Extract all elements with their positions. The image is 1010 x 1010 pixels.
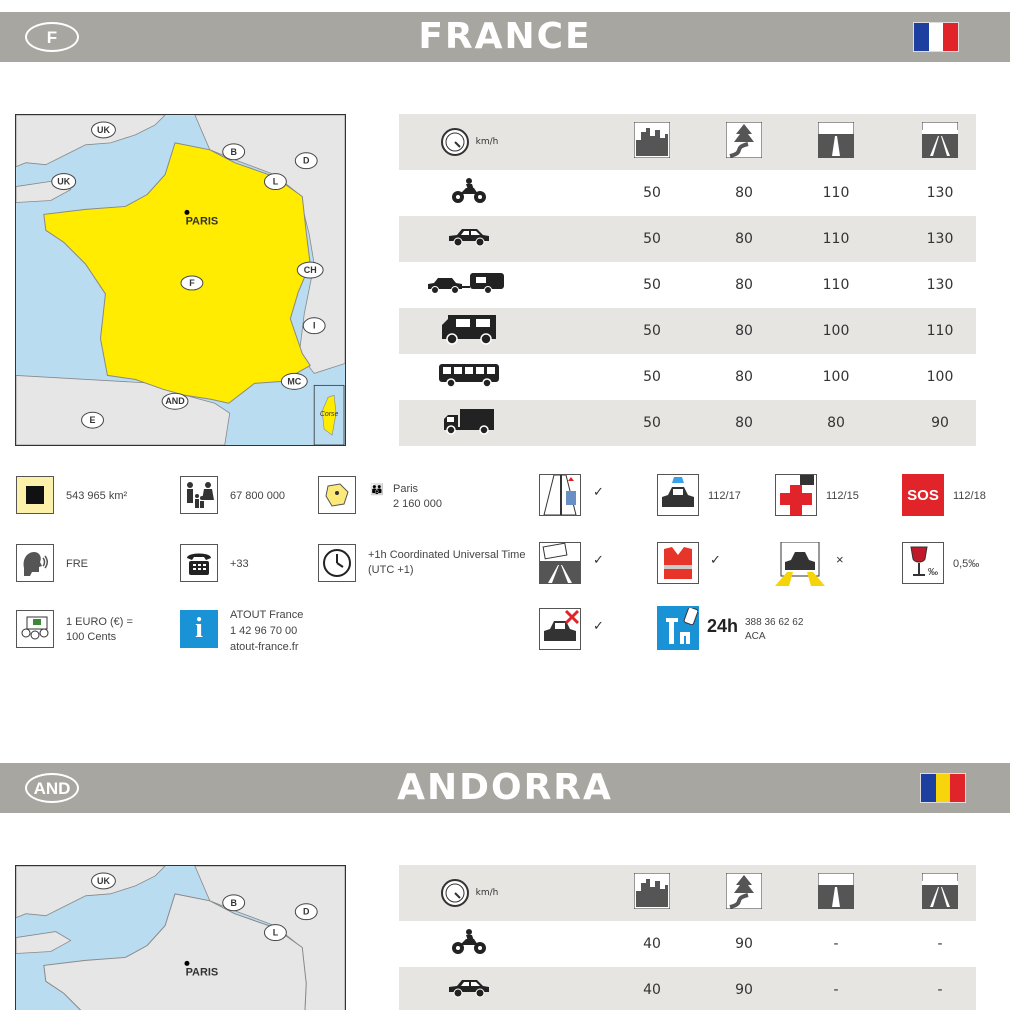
breakdown-organization: ACA [745,631,766,642]
speed-value: 90 [735,936,753,952]
population-text: 67 800 000 [230,490,286,502]
ambulance-number: 112/15 [826,490,859,502]
map-label-e: E [89,415,96,426]
france-speed-table [399,114,976,446]
info-icon: i [180,610,218,648]
vignette-icon [539,542,581,584]
speed-row-truck [399,400,976,446]
check-mark: ✓ [593,484,604,499]
map-label-uk: UK [57,176,71,187]
car-icon [429,978,509,1002]
speed-value: 130 [926,185,954,201]
andorra-speed-table [399,865,976,1010]
speed-value: 90 [735,982,753,998]
bus-icon [429,362,509,392]
cross-mark: × [836,552,844,567]
headlights-icon [775,542,825,586]
speed-value: 50 [643,277,661,293]
speed-value: - [937,936,943,952]
map-label-uk: UK [97,124,110,135]
country-header-france [0,12,1010,62]
language-icon [16,544,54,582]
country-road-icon [714,873,774,913]
speed-value: 80 [735,185,753,201]
motorway-icon [910,122,970,162]
speed-value: 130 [926,231,954,247]
speed-row-camper [399,308,976,354]
sos-number: 112/18 [953,490,986,502]
speed-value: 110 [822,185,850,201]
tourist-office-phone: 1 42 96 70 00 [230,625,298,637]
phone-code: +33 [230,558,249,570]
car-icon [429,227,509,251]
breakdown-service-icon [657,606,699,650]
police-icon [657,474,699,516]
clock-icon [318,544,356,582]
country-code-badge: AND [25,773,79,803]
sos-label: SOS [907,486,939,504]
check-mark: ✓ [593,552,604,567]
france-flag-icon [913,22,959,52]
speed-unit-label: km/h [475,137,499,147]
andorra-map [15,865,346,1010]
speedometer-icon [429,878,509,908]
speed-row-car [399,967,976,1010]
speedometer-icon [429,127,509,157]
country-title: ANDORRA [397,767,613,808]
expressway-icon [806,122,866,162]
timezone-text: +1h Coordinated Universal Time [368,549,526,561]
alcohol-limit: 0,5‰ [953,558,980,570]
speed-row-bus [399,354,976,400]
speed-value: 80 [735,277,753,293]
language-text: FRE [66,558,88,570]
speed-value: 100 [926,369,954,385]
tourist-office-name: ATOUT France [230,609,304,621]
speed-value: 50 [643,231,661,247]
country-road-icon [714,122,774,162]
speed-row-motorcycle [399,170,976,216]
radar-detector-icon [539,608,581,650]
city-road-icon [622,122,682,162]
speed-value: 80 [735,369,753,385]
speed-value: 80 [827,415,845,431]
map-label-b: B [230,897,237,908]
camper-icon [429,313,509,349]
map-label-paris: PARIS [185,215,219,228]
map-label-paris: PARIS [185,966,219,979]
country-header-andorra [0,763,1010,813]
speed-header-row [399,865,976,921]
map-label-ch: CH [303,265,317,276]
sos-icon [902,474,944,516]
map-label-uk: UK [97,875,110,886]
speed-unit-label: km/h [475,888,499,898]
area-text: 543 965 km² [66,490,128,502]
speed-value: 40 [643,982,661,998]
alcohol-icon [902,542,944,584]
speed-value: 80 [735,231,753,247]
expressway-icon [806,873,866,913]
country-title: FRANCE [418,16,592,57]
speed-row-car [399,216,976,262]
population-icon [180,476,218,514]
speed-value: 50 [643,369,661,385]
timezone-utc: (UTC +1) [368,564,414,576]
speed-value: 50 [643,323,661,339]
france-facts [0,470,1010,670]
map-label-l: L [272,176,279,187]
speed-value: 40 [643,936,661,952]
ambulance-icon [775,474,817,516]
map-label-l: L [272,927,279,938]
france-map [15,114,346,446]
andorra-flag-icon [920,773,966,803]
speed-value: 80 [735,323,753,339]
tourist-office-website: atout-france.fr [230,641,299,653]
map-label-corse: Corse [319,411,339,419]
check-mark: ✓ [710,552,721,567]
speed-value: - [833,936,839,952]
motorcycle-icon [429,929,509,959]
currency-icon [16,610,54,648]
capital-icon [318,476,356,514]
map-label-d: D [303,155,310,166]
currency-rate: 1 EURO (€) = [66,616,133,628]
country-code-badge: F [25,22,79,52]
motorway-icon [910,873,970,913]
speed-row-motorcycle [399,921,976,967]
speed-value: - [937,982,943,998]
speed-value: 110 [822,231,850,247]
truck-icon [429,407,509,439]
city-road-icon [622,873,682,913]
map-label-mc: MC [287,376,302,387]
svg-text:‰: ‰ [928,567,938,578]
speed-value: 100 [822,369,850,385]
speed-value: 100 [822,323,850,339]
speed-row-car-trailer [399,262,976,308]
speed-value: 80 [735,415,753,431]
map-label-d: D [303,906,310,917]
map-label-and: AND [165,396,185,407]
capital-population: 2 160 000 [393,498,442,510]
capital-people-icon: 👪 [370,484,384,496]
check-mark: ✓ [593,618,604,633]
speed-value: 90 [931,415,949,431]
speed-value: - [833,982,839,998]
breakdown-phone: 388 36 62 62 [745,617,804,628]
breakdown-24h-label: 24h [707,616,739,636]
police-number: 112/17 [708,490,741,502]
phone-icon [180,544,218,582]
safety-vest-icon [657,542,699,584]
area-icon [16,476,54,514]
map-label-f: F [189,277,195,288]
speed-value: 110 [926,323,954,339]
map-label-i: I [312,320,316,331]
car-trailer-icon [421,271,511,299]
speed-value: 50 [643,415,661,431]
speed-value: 130 [926,277,954,293]
map-label-b: B [230,146,237,157]
currency-cents: 100 Cents [66,631,117,643]
speed-value: 110 [822,277,850,293]
overtaking-rule-icon [539,474,581,516]
capital-name: Paris [393,483,419,495]
motorcycle-icon [429,178,509,208]
speed-value: 50 [643,185,661,201]
speed-header-row [399,114,976,170]
